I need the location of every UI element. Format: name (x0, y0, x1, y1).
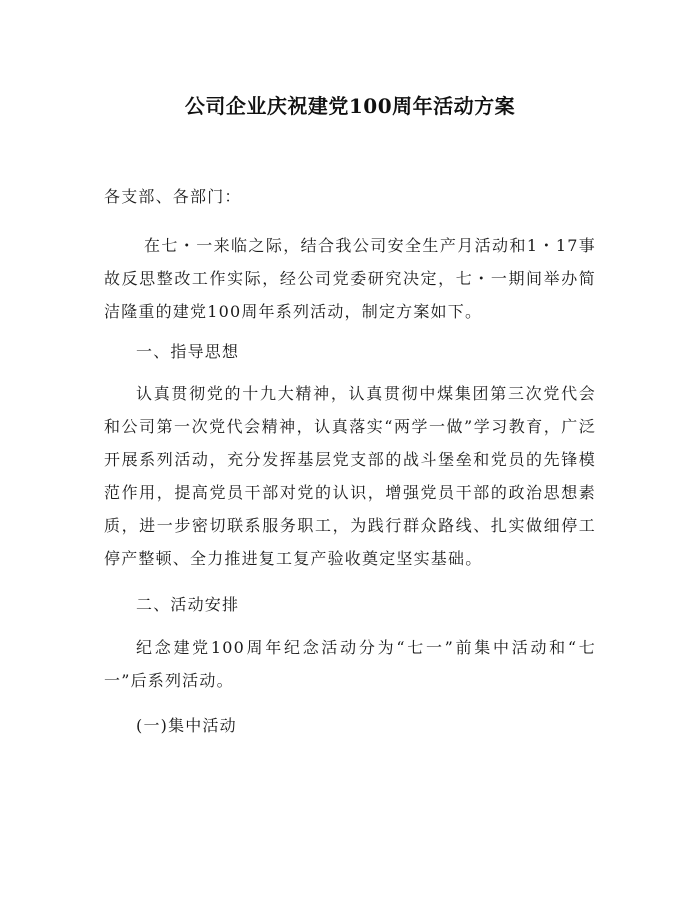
document-title: 公司企业庆祝建党100周年活动方案 (184, 94, 516, 118)
section-heading-guiding-ideology: 一、指导思想 (136, 342, 240, 361)
section-heading-activity-arrangement: 二、活动安排 (136, 595, 240, 614)
subsection-heading-concentrated-activities: (一)集中活动 (136, 716, 237, 735)
activity-arrangement-paragraph: 纪念建党100周年纪念活动分为“七一”前集中活动和“七一”后系列活动。 (104, 638, 596, 690)
salutation: 各支部、各部门： (104, 187, 242, 206)
guiding-ideology-paragraph: 认真贯彻党的十九大精神，认真贯彻中煤集团第三次党代会和公司第一次党代会精神，认真落实“两学一做”学习教育，广泛开展系列活动，充分发挥基层党支部的战斗堡垒和党员的先锋模范作用，提高党员干部对党的认识，增强党员干部的政治思想素质，进一步密切联系服务职工，为践行群众路线、扎实做细停工停产整顿、全力推进复工复产验收奠定坚实基础。 (104, 384, 596, 568)
intro-paragraph: 在七・一来临之际，结合我公司安全生产月活动和1・17事故反思整改工作实际，经公司党委研究决定，七・一期间举办简洁隆重的建党100周年系列活动，制定方案如下。 (104, 236, 596, 321)
